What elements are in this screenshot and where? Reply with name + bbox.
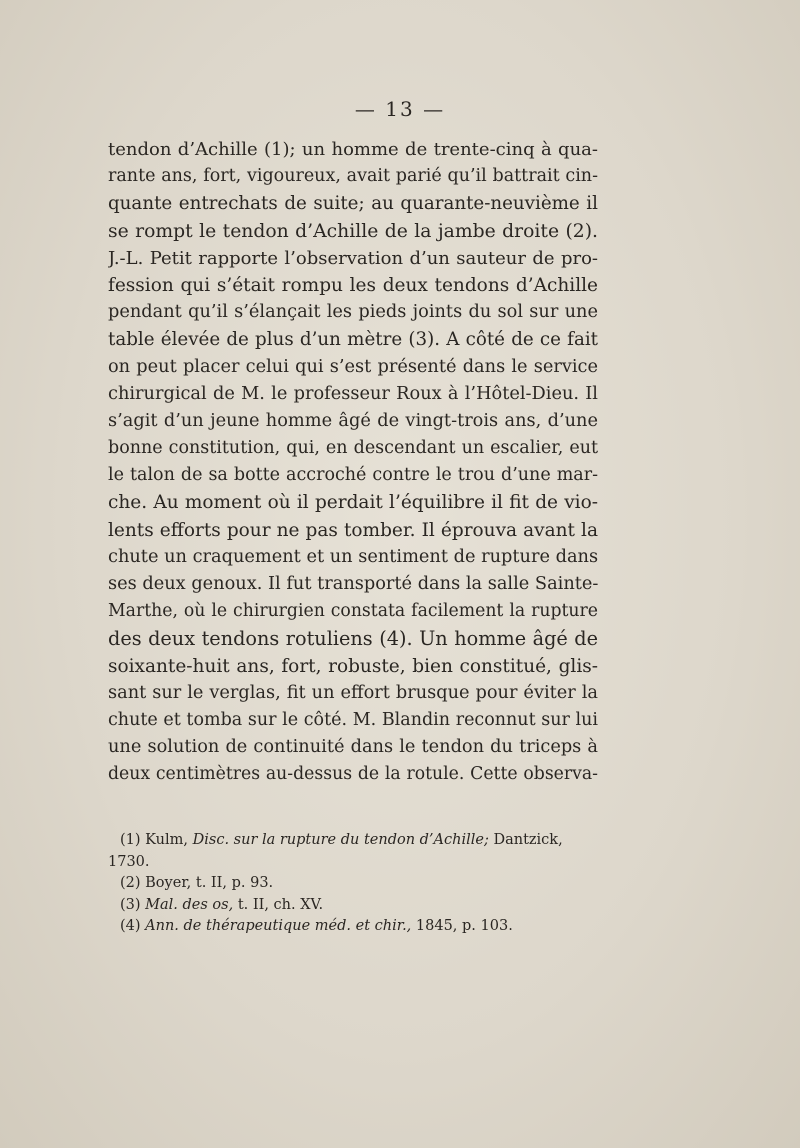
- text-line: chute et tomba sur le côté. M. Blandin reconnut sur lui: [108, 709, 598, 730]
- text-line: che. Au moment où il perdait l’équilibre il fit de vio-: [108, 492, 598, 514]
- footnote-text: Boyer, t. II, p. 93.: [145, 875, 274, 892]
- footnote-title: Mal. des os,: [145, 896, 234, 913]
- text-line: on peut placer celui qui s’est présenté dans le service: [108, 356, 598, 377]
- text-line: le talon de sa botte accroché contre le trou d’une mar-: [108, 465, 598, 486]
- footnote-title: Ann. de thérapeutique méd. et chir.,: [145, 918, 412, 935]
- text-line: ses deux genoux. Il fut transporté dans la salle Sainte-: [108, 574, 598, 594]
- text-line: une solution de continuité dans le tendon du triceps à: [108, 737, 598, 758]
- text-line: des deux tendons rotuliens (4). Un homme âgé de: [108, 627, 598, 651]
- footnotes: [108, 830, 608, 938]
- footnote-marker: (3): [120, 896, 141, 913]
- text-line: table élevée de plus d’un mètre (3). A côté de ce fait: [108, 329, 598, 351]
- footnote-author: Kulm,: [145, 832, 189, 848]
- footnote-marker: (4): [120, 918, 141, 935]
- footnote-reference: 1845, p. 103.: [415, 918, 513, 935]
- footnote-2: [108, 873, 608, 895]
- footnote-reference: t. II, ch. XV.: [237, 896, 324, 913]
- text-line: se rompt le tendon d’Achille de la jambe droite (2).: [108, 220, 598, 242]
- text-line: lents efforts pour ne pas tomber. Il éprouva avant la: [108, 519, 598, 541]
- footnote-marker: (1): [120, 832, 141, 848]
- text-line: tendon d’Achille (1); un homme de trente-cinq à qua-: [108, 139, 598, 160]
- footnote-4: [108, 916, 608, 938]
- text-line: J.-L. Petit rapporte l’observation d’un sauteur de pro-: [108, 247, 598, 269]
- text-line: chute un craquement et un sentiment de rupture dans: [108, 546, 598, 567]
- body-text: [108, 136, 598, 789]
- footnote-publisher: Dantzick,: [493, 832, 563, 848]
- text-line: chirurgical de M. le professeur Roux à l’Hôtel-Dieu. Il: [108, 383, 598, 404]
- text-line: Marthe, où le chirurgien constata facilement la rupture: [108, 601, 598, 622]
- text-line: s’agit d’un jeune homme âgé de vingt-trois ans, d’une: [108, 410, 598, 431]
- footnote-3: [108, 895, 608, 917]
- text-line: rante ans, fort, vigoureux, avait parié qu’il battrait cin-: [108, 166, 598, 187]
- text-line: quante entrechats de suite; au quarante-neuvième il: [108, 193, 598, 215]
- page-number: — 13 —: [354, 97, 446, 121]
- text-line: bonne constitution, qui, en descendant un escalier, eut: [108, 438, 598, 459]
- text-line: deux centimètres au-dessus de la rotule. Cette observa-: [108, 764, 598, 785]
- footnote-1-continuation: 1730.: [108, 853, 150, 870]
- footnote-1: [108, 830, 608, 852]
- text-line: fession qui s’était rompu les deux tendons d’Achille: [108, 274, 598, 296]
- text-line: pendant qu’il s’élançait les pieds joints du sol sur une: [108, 302, 598, 323]
- footnote-title: Disc. sur la rupture du tendon d’Achille;: [192, 832, 489, 848]
- text-line: soixante-huit ans, fort, robuste, bien constitué, glis-: [108, 655, 598, 677]
- text-line: sant sur le verglas, fit un effort brusque pour éviter la: [108, 682, 598, 703]
- footnote-marker: (2): [120, 875, 141, 892]
